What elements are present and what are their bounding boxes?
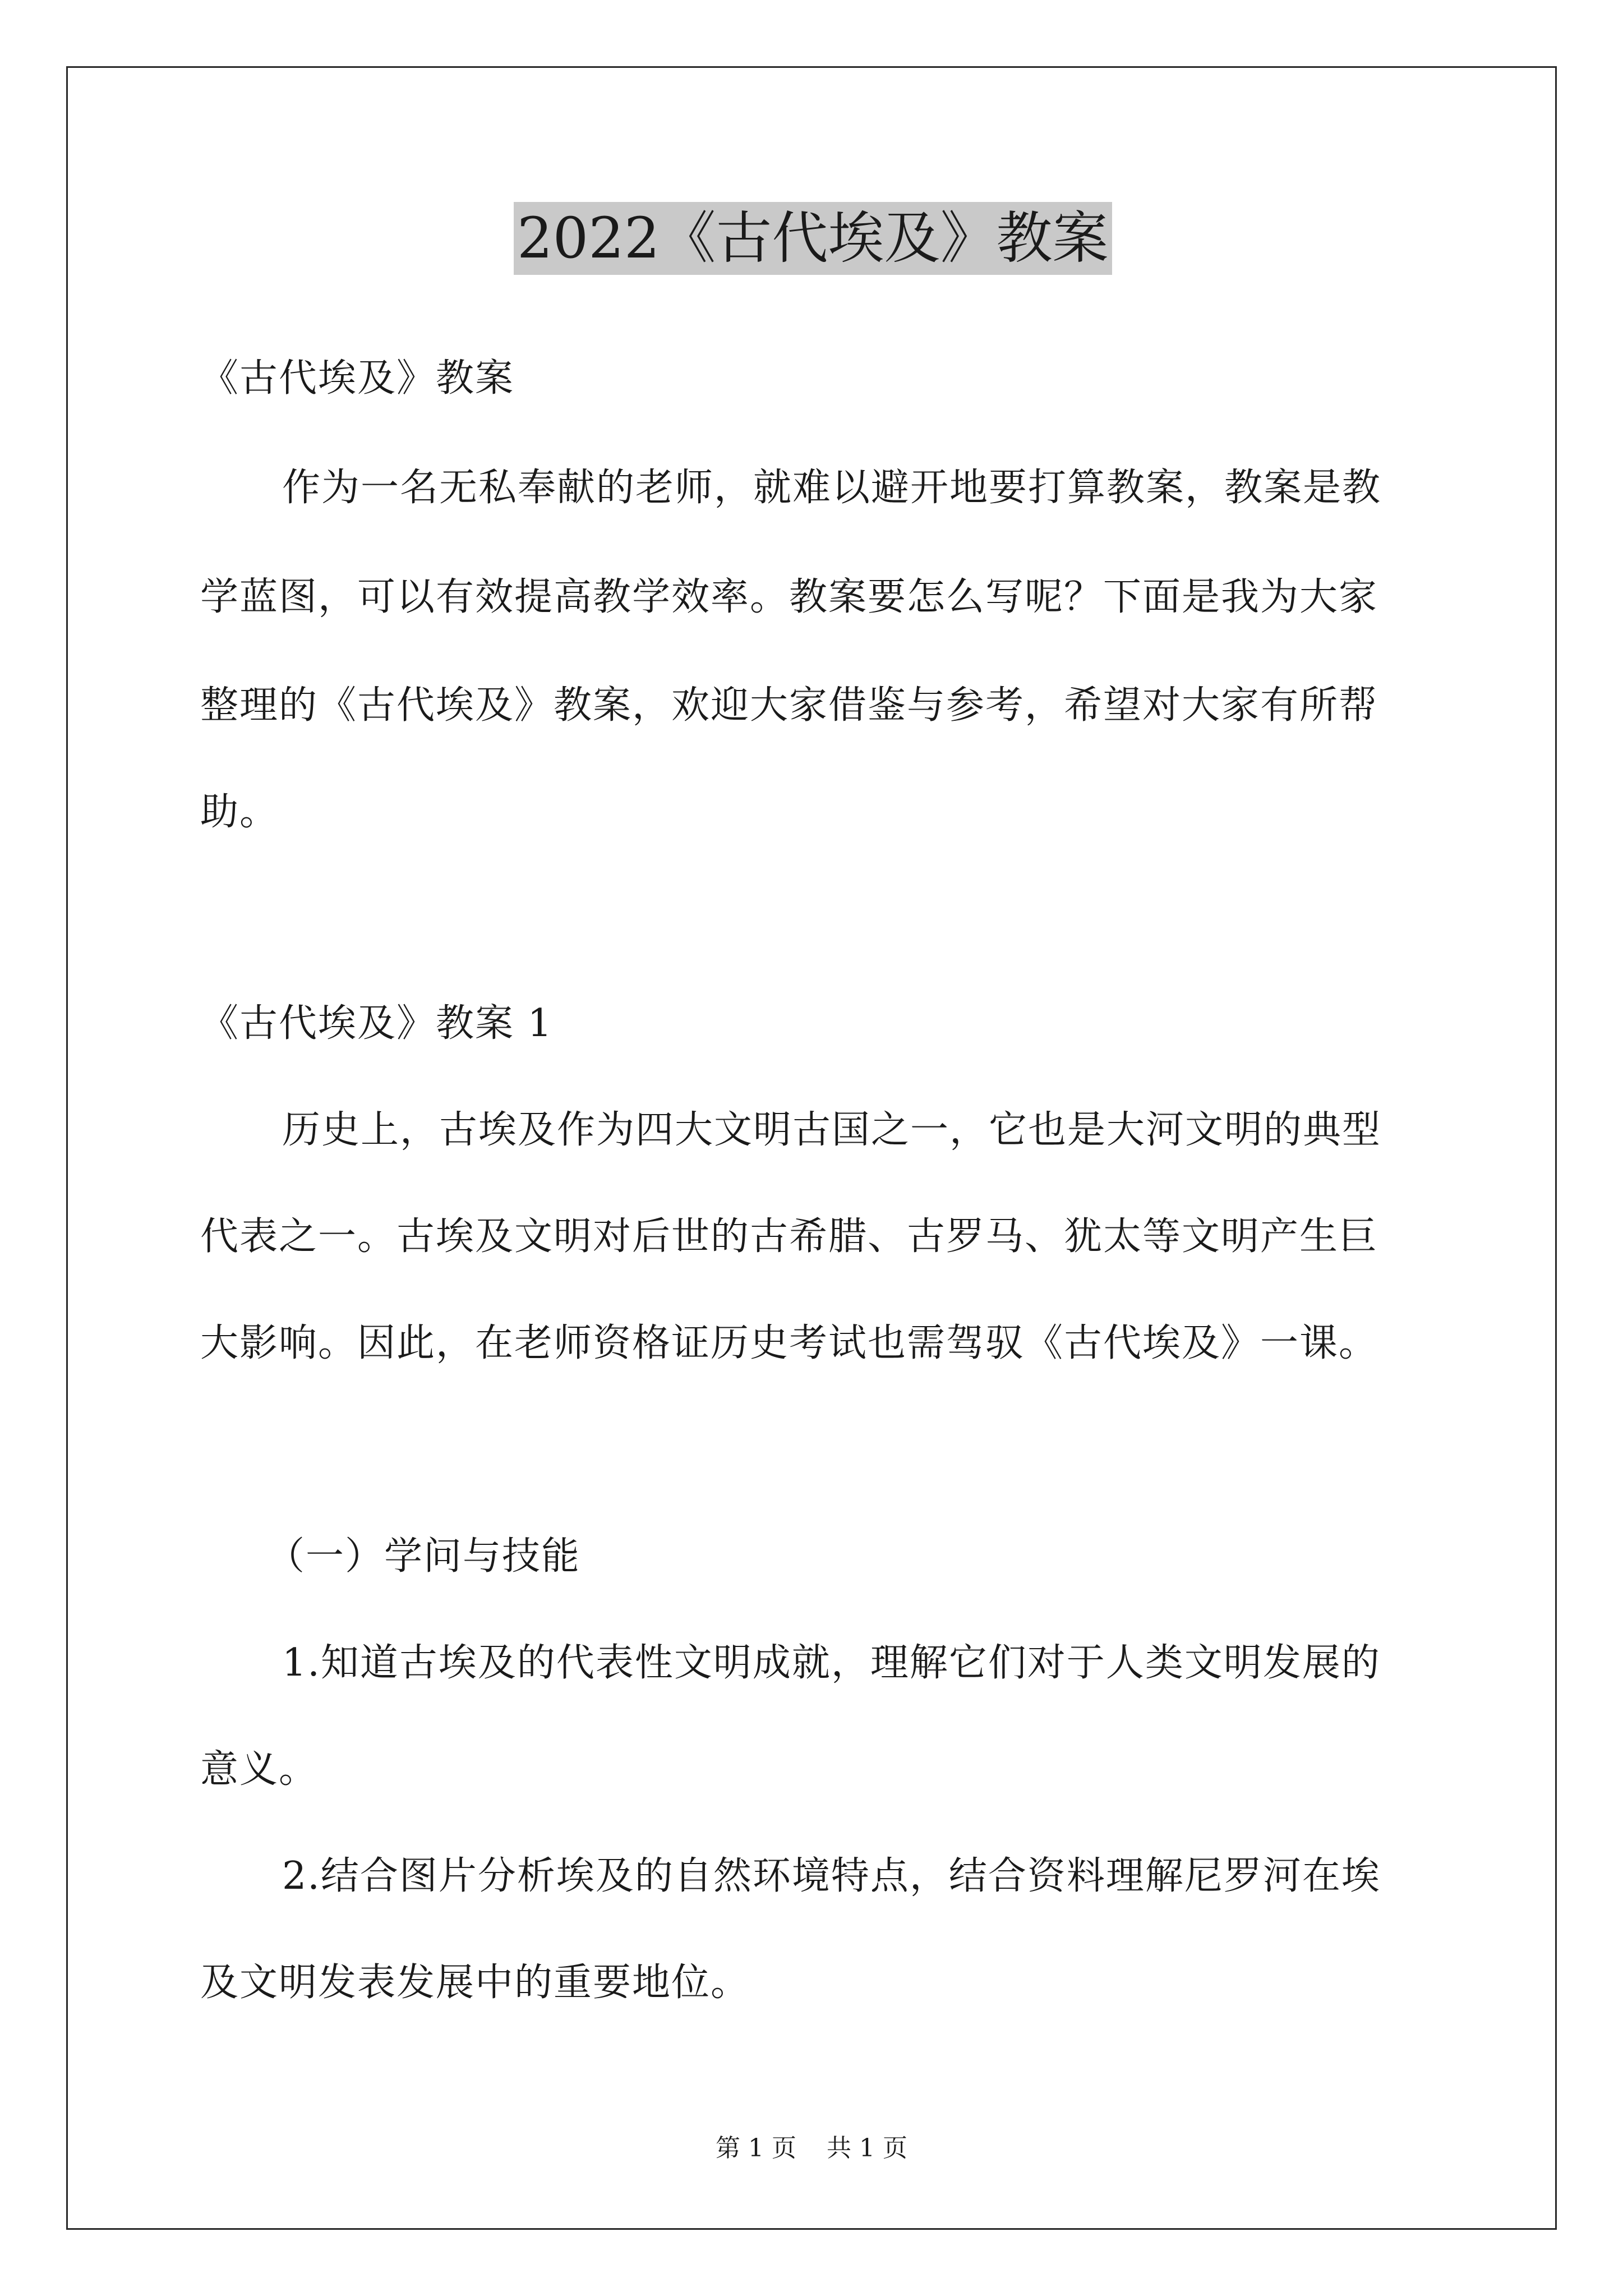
section-paragraph-line-3: 大影响。因此，在老师资格证历史考试也需驾驭《古代埃及》一课。	[200, 1321, 1378, 1365]
intro-line-2: 学蓝图，可以有效提高教学效率。教案要怎么写呢？下面是我为大家	[200, 575, 1378, 619]
intro-line-1: 作为一名无私奉献的老师，就难以避开地要打算教案，教案是教	[282, 466, 1382, 510]
page-footer	[0, 2132, 1623, 2165]
subsection-heading: （一）学问与技能	[266, 1534, 581, 1579]
section-heading: 《古代埃及》教案 1	[200, 1001, 553, 1046]
list-item-1-line-1: 1.知道古埃及的代表性文明成就，理解它们对于人类文明发展的	[282, 1641, 1381, 1685]
list-item-1-line-2: 意义。	[200, 1747, 319, 1792]
intro-line-4: 助。	[200, 790, 279, 834]
page-total: 共 1 页	[827, 2134, 907, 2162]
list-item-2-line-1: 2.结合图片分析埃及的自然环境特点，结合资料理解尼罗河在埃	[282, 1854, 1381, 1898]
list-item-2-line-2: 及文明发表发展中的重要地位。	[200, 1961, 750, 2005]
document-title: 2022《古代埃及》教案	[514, 202, 1112, 275]
section-paragraph-line-2: 代表之一。古埃及文明对后世的古希腊、古罗马、犹太等文明产生巨	[200, 1214, 1378, 1259]
section-paragraph-line-1: 历史上，古埃及作为四大文明古国之一，它也是大河文明的典型	[282, 1108, 1382, 1152]
page-number: 第 1 页	[716, 2134, 796, 2162]
intro-line-3: 整理的《古代埃及》教案，欢迎大家借鉴与参考，希望对大家有所帮	[200, 683, 1378, 728]
document-subtitle: 《古代埃及》教案	[200, 356, 515, 401]
